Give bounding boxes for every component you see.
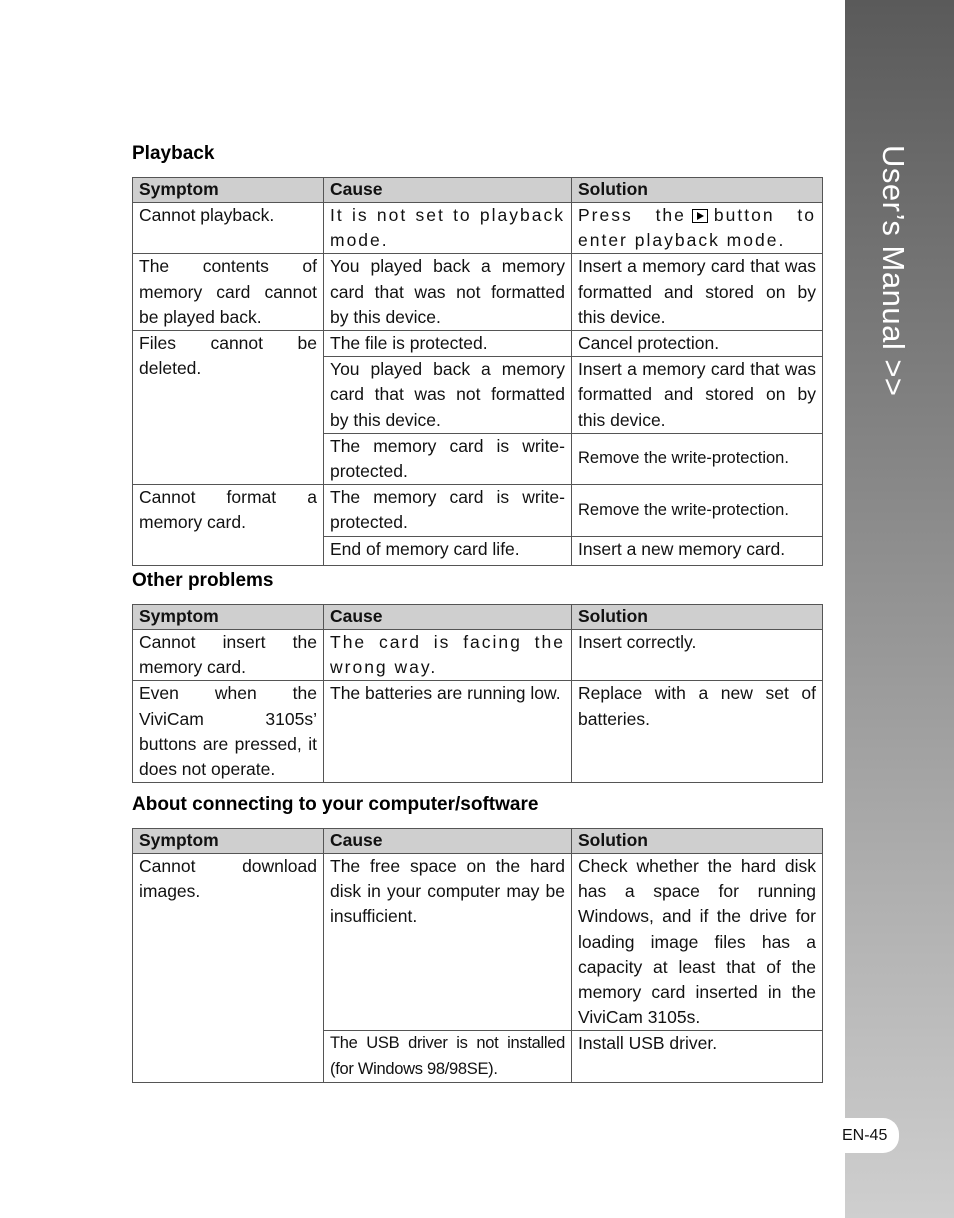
symptom-cell: Cannot playback. [133, 203, 324, 254]
table-header-row [133, 829, 823, 854]
other-problems-table [132, 604, 823, 783]
solution-cell: Replace with a new set of batteries. [572, 681, 823, 783]
sidebar-title: User’s Manual >> [876, 145, 911, 397]
header-solution: Solution [572, 178, 823, 203]
header-solution: Solution [572, 829, 823, 854]
connecting-table [132, 828, 823, 1083]
symptom-cell: Cannot insert the memory card. [133, 630, 324, 681]
table-header-row [133, 178, 823, 203]
table-row [133, 485, 823, 536]
table-row [133, 854, 823, 1031]
cause-cell: The batteries are running low. [324, 681, 572, 783]
header-cause: Cause [324, 829, 572, 854]
solution-text-pre: Press the [578, 205, 686, 225]
cause-cell: You played back a memory card that was not formatted by this device. [324, 254, 572, 331]
table-row [133, 630, 823, 681]
page-number: EN-45 [839, 1118, 899, 1153]
symptom-cell: The contents of memory card cannot be played back. [133, 254, 324, 331]
cause-cell: The memory card is write-protected. [324, 433, 572, 484]
section-heading-connecting: About connecting to your computer/software [132, 794, 539, 815]
cause-cell: End of memory card life. [324, 536, 572, 565]
solution-cell: Insert correctly. [572, 630, 823, 681]
header-cause: Cause [324, 178, 572, 203]
symptom-cell: Cannot format a memory card. [133, 485, 324, 565]
solution-cell: Insert a memory card that was formatted and stored on by this device. [572, 357, 823, 434]
solution-cell: Insert a memory card that was formatted and stored on by this device. [572, 254, 823, 331]
table-row [133, 331, 823, 357]
play-button-icon [692, 209, 708, 223]
section-heading-other-problems: Other problems [132, 570, 274, 591]
table-row [133, 203, 823, 254]
solution-cell: Check whether the hard disk has a space for running Windows, and if the drive for loading image files has a capacity at least that of the memory card inserted in the ViviCam 3105s. [572, 854, 823, 1031]
header-symptom: Symptom [133, 178, 324, 203]
cause-cell: The free space on the hard disk in your computer may be insufficient. [324, 854, 572, 1031]
solution-cell: Cancel protection. [572, 331, 823, 357]
playback-table [132, 177, 823, 566]
symptom-cell: Files cannot be deleted. [133, 331, 324, 485]
solution-cell: Insert a new memory card. [572, 536, 823, 565]
header-symptom: Symptom [133, 605, 324, 630]
table-header-row [133, 605, 823, 630]
cause-cell: The file is protected. [324, 331, 572, 357]
solution-cell [572, 203, 823, 254]
cause-cell: It is not set to playback mode. [324, 203, 572, 254]
section-heading-playback: Playback [132, 143, 215, 164]
solution-cell: Remove the write-protection. [572, 433, 823, 484]
symptom-cell: Cannot download images. [133, 854, 324, 1083]
symptom-cell: Even when the ViviCam 3105s’ buttons are pressed, it does not operate. [133, 681, 324, 783]
table-row [133, 254, 823, 331]
cause-cell: The memory card is write-protected. [324, 485, 572, 536]
header-symptom: Symptom [133, 829, 324, 854]
cause-cell: The card is facing the wrong way. [324, 630, 572, 681]
solution-cell: Install USB driver. [572, 1031, 823, 1082]
solution-cell: Remove the write-protection. [572, 485, 823, 536]
header-solution: Solution [572, 605, 823, 630]
cause-cell: The USB driver is not installed (for Windows 98/98SE). [324, 1031, 572, 1082]
header-cause: Cause [324, 605, 572, 630]
table-row [133, 681, 823, 783]
cause-cell: You played back a memory card that was not formatted by this device. [324, 357, 572, 434]
solution-text-post: button to enter playback mode. [578, 205, 816, 251]
